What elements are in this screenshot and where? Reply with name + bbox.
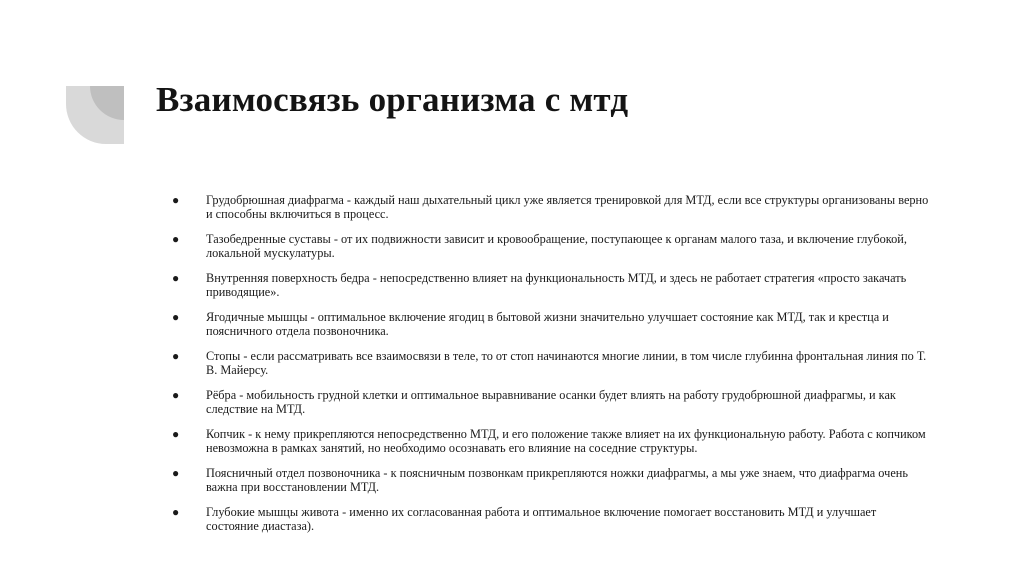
list-item-text: Копчик - к нему прикрепляются непосредственно МТД, и его положение также влияет на их функциональную работу. Работа с копчиком невозможна в рамках занятий, но необходимо осознавать его влияние на соседние структуры. xyxy=(206,427,926,455)
list-item xyxy=(172,466,932,494)
bullet-icon: ● xyxy=(172,388,180,402)
bullet-icon: ● xyxy=(172,193,180,207)
list-item xyxy=(172,232,932,260)
decorative-arc-shape xyxy=(66,86,124,144)
list-item-text: Грудобрюшная диафрагма - каждый наш дыхательный цикл уже является тренировкой для МТД, если все структуры организованы верно и способны включиться в процесс. xyxy=(206,193,929,221)
list-item-text: Тазобедренные суставы - от их подвижности зависит и кровообращение, поступающее к органам малого таза, и включение глубокой, локальной мускулатуры. xyxy=(206,232,907,260)
list-item-text: Рёбра - мобильность грудной клетки и оптимальное выравнивание осанки будет влиять на работу грудобрюшной диафрагмы, и как следствие на МТД. xyxy=(206,388,896,416)
list-item xyxy=(172,349,932,377)
list-item xyxy=(172,427,932,455)
bullet-icon: ● xyxy=(172,310,180,324)
list-item xyxy=(172,193,932,221)
list-item-text: Поясничный отдел позвоночника - к поясничным позвонкам прикрепляются ножки диафрагмы, а мы уже знаем, что диафрагма очень важна при восстановлении МТД. xyxy=(206,466,908,494)
list-item-text: Стопы - если рассматривать все взаимосвязи в теле, то от стоп начинаются многие линии, в том числе глубинна фронтальная линия по Т. В. Майерсу. xyxy=(206,349,927,377)
list-item-text: Ягодичные мышцы - оптимальное включение ягодиц в бытовой жизни значительно улучшает состояние как МТД, так и крестца и поясничного отдела позвоночника. xyxy=(206,310,889,338)
bullet-icon: ● xyxy=(172,271,180,285)
list-item xyxy=(172,310,932,338)
list-item-text: Внутренняя поверхность бедра - непосредственно влияет на функциональность МТД, и здесь не работает стратегия «просто закачать приводящие». xyxy=(206,271,907,299)
bullet-icon: ● xyxy=(172,232,180,246)
list-item xyxy=(172,505,932,533)
bullet-icon: ● xyxy=(172,427,180,441)
list-item-text: Глубокие мышцы живота - именно их согласованная работа и оптимальное включение помогает восстановить МТД и улучшает состояние диастаза). xyxy=(206,505,877,533)
list-item xyxy=(172,271,932,299)
list-item xyxy=(172,388,932,416)
slide-title: Взаимосвязь организма с мтд xyxy=(156,80,629,119)
bullet-list xyxy=(172,193,932,544)
bullet-icon: ● xyxy=(172,505,180,519)
bullet-icon: ● xyxy=(172,349,180,363)
bullet-icon: ● xyxy=(172,466,180,480)
